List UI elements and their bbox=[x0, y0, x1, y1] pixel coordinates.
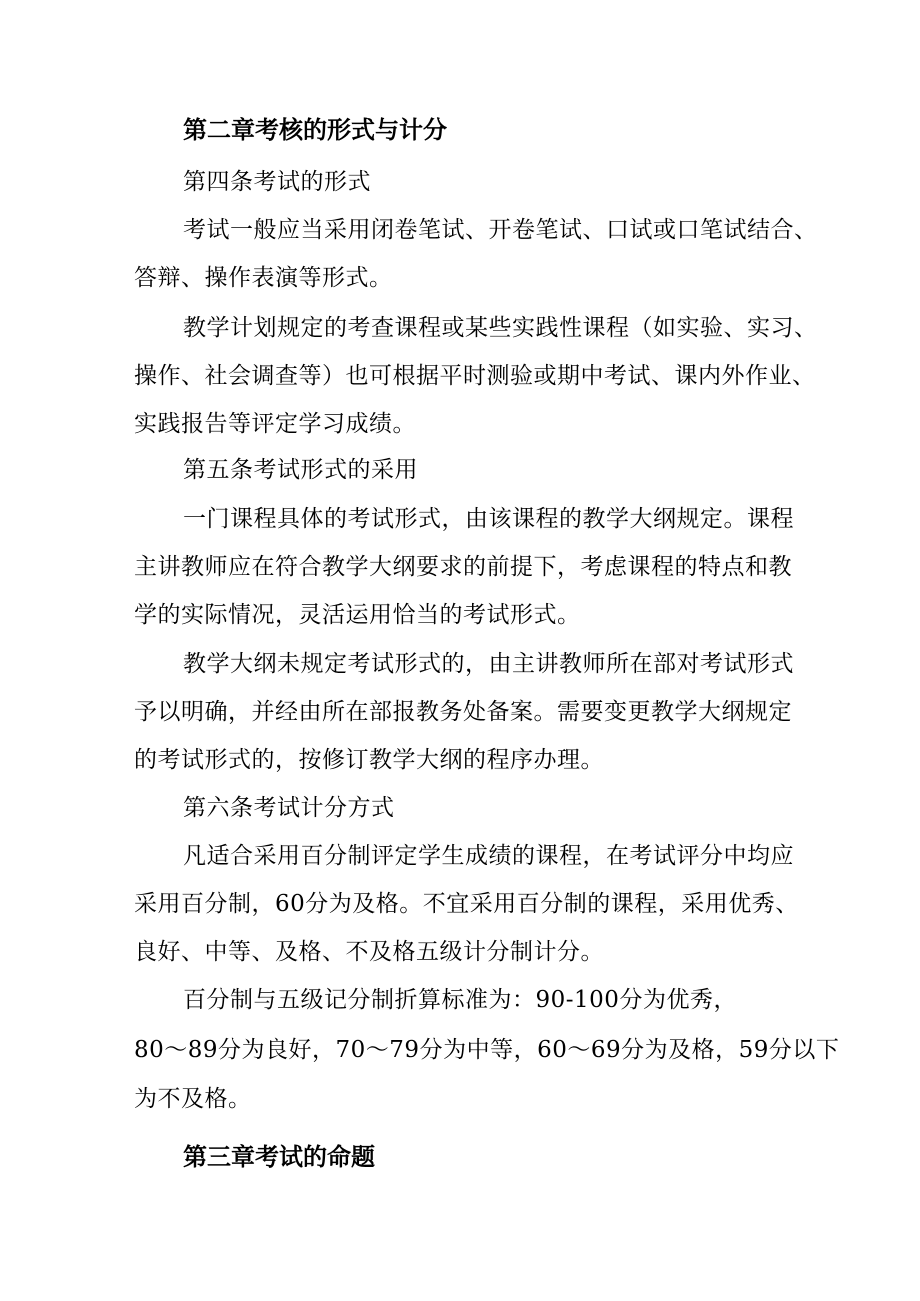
article-5-p1-line-2: 主讲教师应在符合教学大纲要求的前提下，考虑课程的特点和教 bbox=[134, 554, 792, 580]
chapter-2-heading: 第二章考核的形式与计分 bbox=[183, 116, 447, 144]
article-6-p1-line-1: 凡适合采用百分制评定学生成绩的课程，在考试评分中均应 bbox=[183, 843, 794, 869]
article-5-p1-line-1: 一门课程具体的考试形式，由该课程的教学大纲规定。课程 bbox=[183, 506, 794, 532]
article-6-p2-line-3: 为不及格。 bbox=[134, 1086, 252, 1112]
article-6-p2-line-1: 百分制与五级记分制折算标准为：90-100分为优秀， bbox=[183, 987, 737, 1013]
chapter-3-heading: 第三章考试的命题 bbox=[183, 1143, 375, 1171]
article-4-p1-line-1: 考试一般应当采用闭卷笔试、开卷笔试、口试或口笔试结合、 bbox=[183, 217, 818, 243]
article-4-p2-line-1: 教学计划规定的考查课程或某些实践性课程（如实验、实习、 bbox=[183, 315, 818, 341]
article-6-p1-line-2: 采用百分制，60分为及格。不宜采用百分制的课程，采用优秀、 bbox=[134, 891, 799, 917]
article-4-p2-line-3: 实践报告等评定学习成绩。 bbox=[134, 411, 416, 437]
article-6-title: 第六条考试计分方式 bbox=[183, 795, 395, 821]
article-5-p2-line-3: 的考试形式的，按修订教学大纲的程序办理。 bbox=[134, 747, 604, 773]
article-4-p2-line-2: 操作、社会调查等）也可根据平时测验或期中考试、课内外作业、 bbox=[134, 363, 816, 389]
article-5-title: 第五条考试形式的采用 bbox=[183, 457, 418, 483]
article-6-p2-line-2: 80～89分为良好，70～79分为中等，60～69分为及格，59分以下 bbox=[134, 1037, 840, 1063]
article-6-p1-line-3: 良好、中等、及格、不及格五级计分制计分。 bbox=[134, 939, 604, 965]
article-4-p1-line-2: 答辩、操作表演等形式。 bbox=[134, 265, 393, 291]
article-5-p1-line-3: 学的实际情况，灵活运用恰当的考试形式。 bbox=[134, 602, 581, 628]
article-5-p2-line-1: 教学大纲未规定考试形式的，由主讲教师所在部对考试形式 bbox=[183, 651, 794, 677]
article-5-p2-line-2: 予以明确，并经由所在部报教务处备案。需要变更教学大纲规定 bbox=[134, 699, 792, 725]
article-4-title: 第四条考试的形式 bbox=[183, 169, 371, 195]
